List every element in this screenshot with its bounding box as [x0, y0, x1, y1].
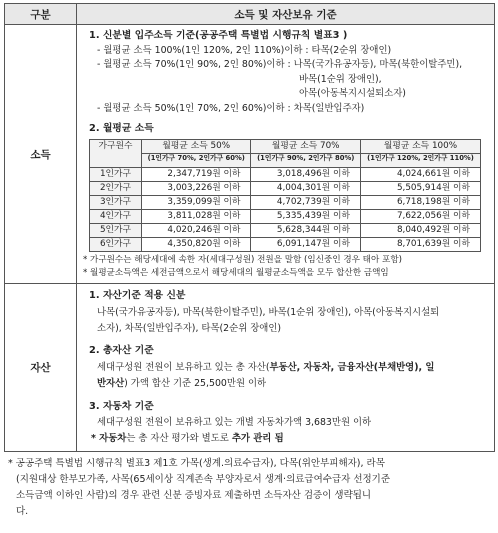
income-value: 3,811,028원 이하 — [142, 210, 251, 224]
income-50-subheader: (1인가구 70%, 2인가구 60%) — [142, 154, 251, 168]
asset-s2-bold: 부동산, 자동차, 금융자산(부채반영), 일 — [269, 361, 435, 373]
household-size-header: 가구원수 — [90, 140, 142, 168]
table-row — [90, 182, 481, 196]
criteria-document — [4, 3, 494, 520]
household-size: 6인가구 — [90, 238, 142, 252]
income-value: 8,701,639원 이하 — [360, 238, 480, 252]
household-size: 3인가구 — [90, 196, 142, 210]
income-value: 3,018,496원 이하 — [251, 168, 360, 182]
table-row — [90, 210, 481, 224]
table-row — [90, 224, 481, 238]
household-size: 2인가구 — [90, 182, 142, 196]
income-value: 5,628,344원 이하 — [251, 224, 360, 238]
header-criteria: 소득 및 자산보유 기준 — [77, 4, 495, 25]
income-value: 4,004,301원 이하 — [251, 182, 360, 196]
asset-s2-line-1 — [83, 360, 488, 376]
asset-label: 자산 — [5, 284, 77, 452]
car-note-text: 는 총 자산 평가와 별도로 — [126, 433, 232, 445]
criteria-table — [4, 3, 495, 452]
income-value: 4,024,661원 이하 — [360, 168, 480, 182]
asset-section-3-title: 3. 자동차 기준 — [89, 400, 154, 412]
asset-s2-line-2 — [83, 376, 488, 392]
income-value: 4,020,246원 이하 — [142, 224, 251, 238]
income-70-header: 월평균 소득 70% — [251, 140, 360, 154]
income-value: 2,347,719원 이하 — [142, 168, 251, 182]
asset-s1-line-1: 나목(국가유공자등), 마목(북한이탈주민), 바목(1순위 장애인), 아목(아동복지시설퇴 — [97, 306, 440, 318]
income-value: 4,350,820원 이하 — [142, 238, 251, 252]
income-value: 3,003,226원 이하 — [142, 182, 251, 196]
household-size: 5인가구 — [90, 224, 142, 238]
car-note-bold: * 자동차 — [91, 433, 127, 445]
asset-s2-bold: 반자산 — [97, 378, 125, 390]
header-category: 구분 — [5, 4, 77, 25]
car-note-bold-end: 추가 관리 됨 — [231, 433, 284, 445]
table-row — [90, 196, 481, 210]
asset-s2-text: ) 가액 합산 기준 25,500만원 이하 — [124, 378, 267, 390]
income-line-1: - 월평균 소득 100%(1인 120%, 2인 110%)이하 : 타목(2순위 장애인) — [97, 44, 392, 56]
footnote-line-2: (지원대상 한부모가족, 사목(65세이상 직계존속 부양자로서 생계·의료급여수급자 선정기준 — [16, 473, 391, 485]
income-section-1-title: 1. 신분별 입주소득 기준(공공주택 특별법 시행규칙 별표3 ) — [89, 30, 348, 41]
asset-cell — [77, 284, 495, 452]
household-size: 4인가구 — [90, 210, 142, 224]
footnote-line-1: * 공공주택 특별법 시행규칙 별표3 제1호 가목(생계.의료수급자), 다목(위안부피해자), 라목 — [8, 457, 385, 469]
income-value: 8,040,492원 이하 — [360, 224, 480, 238]
income-value: 3,359,099원 이하 — [142, 196, 251, 210]
asset-section-2-title: 2. 총자산 기준 — [89, 345, 154, 357]
income-cell — [77, 25, 495, 284]
income-value: 5,335,439원 이하 — [251, 210, 360, 224]
asset-s2-text: 세대구성원 전원이 보유하고 있는 총 자산( — [97, 361, 270, 373]
income-label: 소득 — [5, 25, 77, 284]
income-section-2-title: 2. 월평균 소득 — [89, 122, 154, 134]
income-70-subheader: (1인가구 90%, 2인가구 80%) — [251, 154, 360, 168]
income-threshold-table — [89, 139, 481, 252]
table-row — [90, 238, 481, 252]
income-50-header: 월평균 소득 50% — [142, 140, 251, 154]
asset-s3-line-2 — [83, 431, 488, 447]
footnote-line-3: 소득금액 이하인 사람)의 경우 관련 신분 증빙자료 제출하면 소득자산 검증이 생략됩니 — [16, 489, 372, 501]
income-value: 6,718,198원 이하 — [360, 196, 480, 210]
footnote-line-4: 다. — [16, 505, 29, 517]
asset-s1-line-2: 소자), 차목(일반입주자), 타목(2순위 장애인) — [97, 322, 282, 334]
income-line-2: - 월평균 소득 70%(1인 90%, 2인 80%)이하 : 나목(국가유공자등), 마목(북한이탈주민), — [97, 59, 463, 71]
income-value: 4,702,739원 이하 — [251, 196, 360, 210]
income-value: 7,622,056원 이하 — [360, 210, 480, 224]
income-note-2: * 월평균소득액은 세전금액으로서 해당세대의 월평균소득액을 모두 합산한 금액임 — [83, 268, 389, 279]
income-value: 6,091,147원 이하 — [251, 238, 360, 252]
income-line-4: 아목(아동복지시설퇴소자) — [299, 88, 406, 100]
income-value: 5,505,914원 이하 — [360, 182, 480, 196]
income-note-1: * 가구원수는 해당세대에 속한 자(세대구성원) 전원을 말함 (임신중인 경우 태아 포함) — [83, 255, 402, 266]
table-row — [90, 168, 481, 182]
income-line-5: - 월평균 소득 50%(1인 70%, 2인 60%)이하 : 차목(일반입주자) — [97, 102, 365, 114]
income-100-header: 월평균 소득 100% — [360, 140, 480, 154]
income-100-subheader: (1인가구 120%, 2인가구 110%) — [360, 154, 480, 168]
household-size: 1인가구 — [90, 168, 142, 182]
income-line-3: 바목(1순위 장애인), — [299, 73, 382, 85]
footnote — [4, 452, 494, 520]
asset-s3-line-1: 세대구성원 전원이 보유하고 있는 개별 자동차가액 3,683만원 이하 — [97, 417, 372, 428]
asset-section-1-title: 1. 자산기준 적용 신분 — [89, 290, 186, 302]
